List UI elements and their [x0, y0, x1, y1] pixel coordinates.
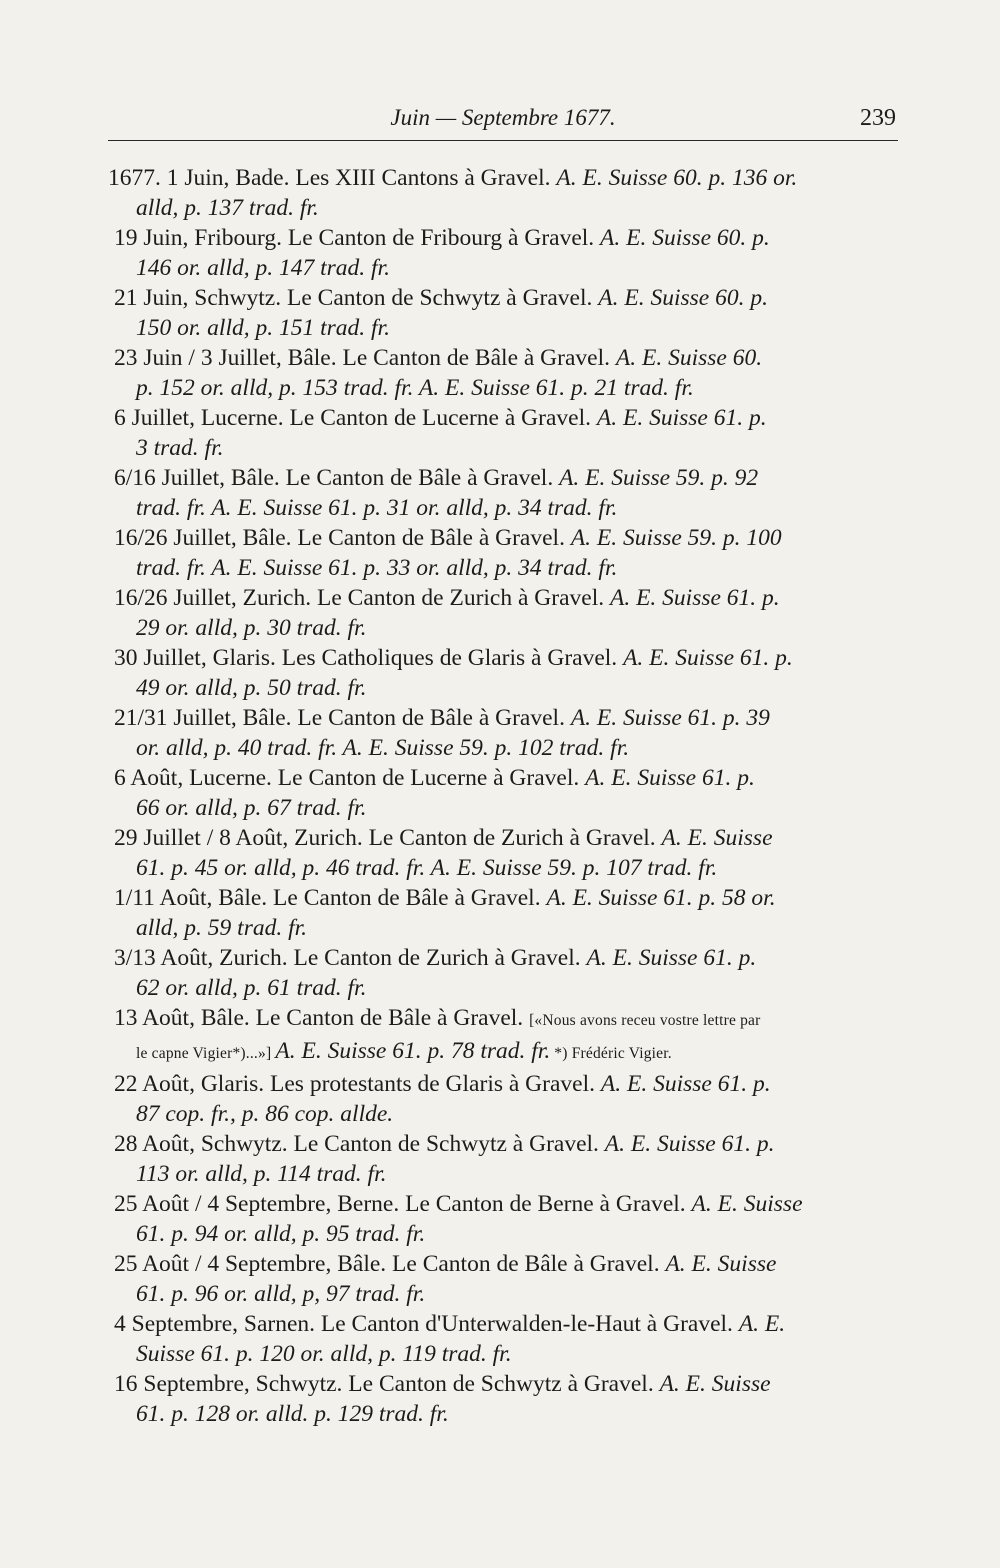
calendar-entry [108, 943, 898, 1003]
entry-text: 25 Août / 4 Septembre, Bâle. Le Canton de Bâle à Gravel. [114, 1251, 666, 1277]
archive-reference: 61. p. 96 or. alld, p, 97 trad. fr. [136, 1281, 426, 1307]
entry-continuation-line [108, 553, 898, 583]
entry-line [108, 463, 898, 493]
archive-reference: 61. p. 45 or. alld, p. 46 trad. fr. A. E. Suisse 59. p. 107 trad. fr. [136, 855, 718, 881]
archive-reference: 49 or. alld, p. 50 trad. fr. [136, 675, 367, 701]
entry-line [108, 1189, 898, 1219]
calendar-entry [108, 583, 898, 643]
archive-reference: A. E. Suisse 60. p. [598, 285, 768, 311]
entry-text: 23 Juin / 3 Juillet, Bâle. Le Canton de Bâle à Gravel. [114, 345, 616, 371]
entry-continuation-line [108, 1036, 898, 1069]
archive-reference: A. E. Suisse [659, 1371, 771, 1397]
calendar-entry [108, 463, 898, 523]
entry-text: 16 Septembre, Schwytz. Le Canton de Schwytz à Gravel. [114, 1371, 660, 1397]
running-title: Juin — Septembre 1677. [390, 105, 616, 130]
archive-reference: 66 or. alld, p. 67 trad. fr. [136, 795, 367, 821]
calendar-entry [108, 223, 898, 283]
entry-continuation-line [108, 673, 898, 703]
calendar-entry [108, 643, 898, 703]
entry-continuation-line [108, 1279, 898, 1309]
archive-reference: A. E. Suisse 59. p. 92 [559, 465, 759, 491]
calendar-entry [108, 883, 898, 943]
archive-reference: A. E. Suisse [691, 1191, 803, 1217]
calendar-entry [108, 163, 898, 223]
entry-text: 21 Juin, Schwytz. Le Canton de Schwytz à Gravel. [114, 285, 599, 311]
page-number: 239 [860, 105, 896, 131]
entry-line [108, 583, 898, 613]
entry-line [108, 1069, 898, 1099]
calendar-entry [108, 1249, 898, 1309]
page-header [108, 100, 898, 141]
entry-text: 16/26 Juillet, Zurich. Le Canton de Zurich à Gravel. [114, 585, 610, 611]
entry-text: 21/31 Juillet, Bâle. Le Canton de Bâle à Gravel. [114, 705, 571, 731]
entry-continuation-line [108, 853, 898, 883]
entry-line [108, 943, 898, 973]
archive-reference: A. E. Suisse 61. p. 39 [570, 705, 770, 731]
entry-continuation-line [108, 1339, 898, 1369]
entry-line [108, 643, 898, 673]
archive-reference: 3 trad. fr. [136, 435, 224, 461]
entry-line [108, 763, 898, 793]
entry-text: 19 Juin, Fribourg. Le Canton de Fribourg à Gravel. [114, 225, 601, 251]
entry-continuation-line [108, 973, 898, 1003]
entry-line [108, 1309, 898, 1339]
archive-reference: A. E. Suisse 61. p. 58 or. [546, 885, 776, 911]
archive-reference: A. E. Suisse 60. p. [600, 225, 770, 251]
entry-continuation-line [108, 313, 898, 343]
archive-reference: A. E. [738, 1311, 786, 1337]
archive-reference: A. E. Suisse 61. p. [600, 1071, 771, 1097]
archive-reference: or. alld, p. 40 trad. fr. A. E. Suisse 59. p. 102 trad. fr. [136, 735, 630, 761]
entry-continuation-line [108, 493, 898, 523]
archive-reference: A. E. Suisse 61. p. 78 trad. fr. [275, 1038, 551, 1064]
archive-reference: alld, p. 59 trad. fr. [136, 915, 308, 941]
quotation-note: [«Nous avons receu vostre lettre par [529, 1012, 761, 1029]
entry-continuation-line [108, 193, 898, 223]
entry-text: 6 Août, Lucerne. Le Canton de Lucerne à Gravel. [114, 765, 586, 791]
entry-line [108, 823, 898, 853]
entry-line [108, 703, 898, 733]
entry-line [108, 283, 898, 313]
calendar-entry [108, 283, 898, 343]
archive-reference: A. E. Suisse 61. p. [585, 765, 755, 791]
archive-reference: A. E. Suisse 61. p. [596, 405, 767, 431]
archive-reference: 61. p. 94 or. alld, p. 95 trad. fr. [136, 1221, 426, 1247]
archive-reference: A. E. Suisse 61. p. [623, 645, 793, 671]
entry-continuation-line [108, 613, 898, 643]
entry-text: 29 Juillet / 8 Août, Zurich. Le Canton de Zurich à Gravel. [114, 825, 662, 851]
entry-continuation-line [108, 253, 898, 283]
entry-line [108, 403, 898, 433]
entry-line [108, 1129, 898, 1159]
entry-line [108, 1369, 898, 1399]
entry-line [108, 1249, 898, 1279]
entry-continuation-line [108, 913, 898, 943]
calendar-entry [108, 403, 898, 463]
entry-continuation-line [108, 373, 898, 403]
calendar-entries [108, 163, 898, 1429]
archive-reference: 146 or. alld, p. 147 trad. fr. [136, 255, 390, 281]
calendar-entry [108, 1309, 898, 1369]
entry-text: 16/26 Juillet, Bâle. Le Canton de Bâle à Gravel. [114, 525, 571, 551]
archive-reference: trad. fr. A. E. Suisse 61. p. 31 or. alld, p. 34 trad. fr. [136, 495, 618, 521]
entry-line [108, 1003, 898, 1036]
entry-text: 25 Août / 4 Septembre, Berne. Le Canton de Berne à Gravel. [114, 1191, 692, 1217]
archive-reference: 61. p. 128 or. alld. p. 129 trad. fr. [136, 1401, 449, 1427]
entry-text: 13 Août, Bâle. Le Canton de Bâle à Gravel. [114, 1005, 530, 1031]
entry-text: 3/13 Août, Zurich. Le Canton de Zurich à Gravel. [114, 945, 587, 971]
entry-continuation-line [108, 1399, 898, 1429]
archive-reference: p. 152 or. alld, p. 153 trad. fr. A. E. Suisse 61. p. 21 trad. fr. [136, 375, 694, 401]
entry-text: 6 Juillet, Lucerne. Le Canton de Lucerne à Gravel. [114, 405, 597, 431]
archive-reference: 62 or. alld, p. 61 trad. fr. [136, 975, 367, 1001]
archive-reference: A. E. Suisse [665, 1251, 777, 1277]
entry-continuation-line [108, 793, 898, 823]
calendar-entry [108, 1189, 898, 1249]
archive-reference: A. E. Suisse 60. [615, 345, 763, 371]
calendar-entry [108, 343, 898, 403]
archive-reference: Suisse 61. p. 120 or. alld, p. 119 trad. fr. [136, 1341, 512, 1367]
calendar-entry [108, 823, 898, 883]
entry-line [108, 523, 898, 553]
entry-text: 6/16 Juillet, Bâle. Le Canton de Bâle à Gravel. [114, 465, 560, 491]
archive-reference: A. E. Suisse 61. p. [604, 1131, 775, 1157]
calendar-entry [108, 1369, 898, 1429]
archive-reference: A. E. Suisse [661, 825, 773, 851]
archive-reference: 113 or. alld, p. 114 trad. fr. [136, 1161, 387, 1187]
entry-line [108, 223, 898, 253]
archive-reference: alld, p. 137 trad. fr. [136, 195, 319, 221]
entry-text: 22 Août, Glaris. Les protestants de Glaris à Gravel. [114, 1071, 601, 1097]
entry-text: 1/11 Août, Bâle. Le Canton de Bâle à Gravel. [114, 885, 547, 911]
entry-text: 4 Septembre, Sarnen. Le Canton d'Unterwalden-le-Haut à Gravel. [114, 1311, 739, 1337]
archive-reference: A. E. Suisse 60. p. 136 or. [556, 165, 798, 191]
calendar-entry [108, 1003, 898, 1069]
entry-continuation-line [108, 1219, 898, 1249]
calendar-entry [108, 1129, 898, 1189]
calendar-entry [108, 523, 898, 583]
quotation-note: le capne Vigier*)...»] [136, 1045, 276, 1062]
archive-reference: A. E. Suisse 61. p. [609, 585, 780, 611]
entry-text: 30 Juillet, Glaris. Les Catholiques de Glaris à Gravel. [114, 645, 624, 671]
archive-reference: 87 cop. fr., p. 86 cop. allde. [136, 1101, 394, 1127]
entry-continuation-line [108, 433, 898, 463]
entry-line [108, 883, 898, 913]
entry-line [108, 343, 898, 373]
archive-reference: trad. fr. A. E. Suisse 61. p. 33 or. alld, p. 34 trad. fr. [136, 555, 618, 581]
archive-reference: A. E. Suisse 59. p. 100 [570, 525, 782, 551]
entry-continuation-line [108, 1099, 898, 1129]
entry-text: 1677. 1 Juin, Bade. Les XIII Cantons à Gravel. [108, 165, 557, 191]
calendar-entry [108, 763, 898, 823]
archive-reference: A. E. Suisse 61. p. [586, 945, 757, 971]
archive-reference: 150 or. alld, p. 151 trad. fr. [136, 315, 390, 341]
quotation-note: *) Frédéric Vigier. [550, 1045, 672, 1062]
archive-reference: 29 or. alld, p. 30 trad. fr. [136, 615, 367, 641]
entry-line [108, 163, 898, 193]
calendar-entry [108, 703, 898, 763]
entry-continuation-line [108, 1159, 898, 1189]
calendar-entry [108, 1069, 898, 1129]
entry-continuation-line [108, 733, 898, 763]
entry-text: 28 Août, Schwytz. Le Canton de Schwytz à Gravel. [114, 1131, 605, 1157]
